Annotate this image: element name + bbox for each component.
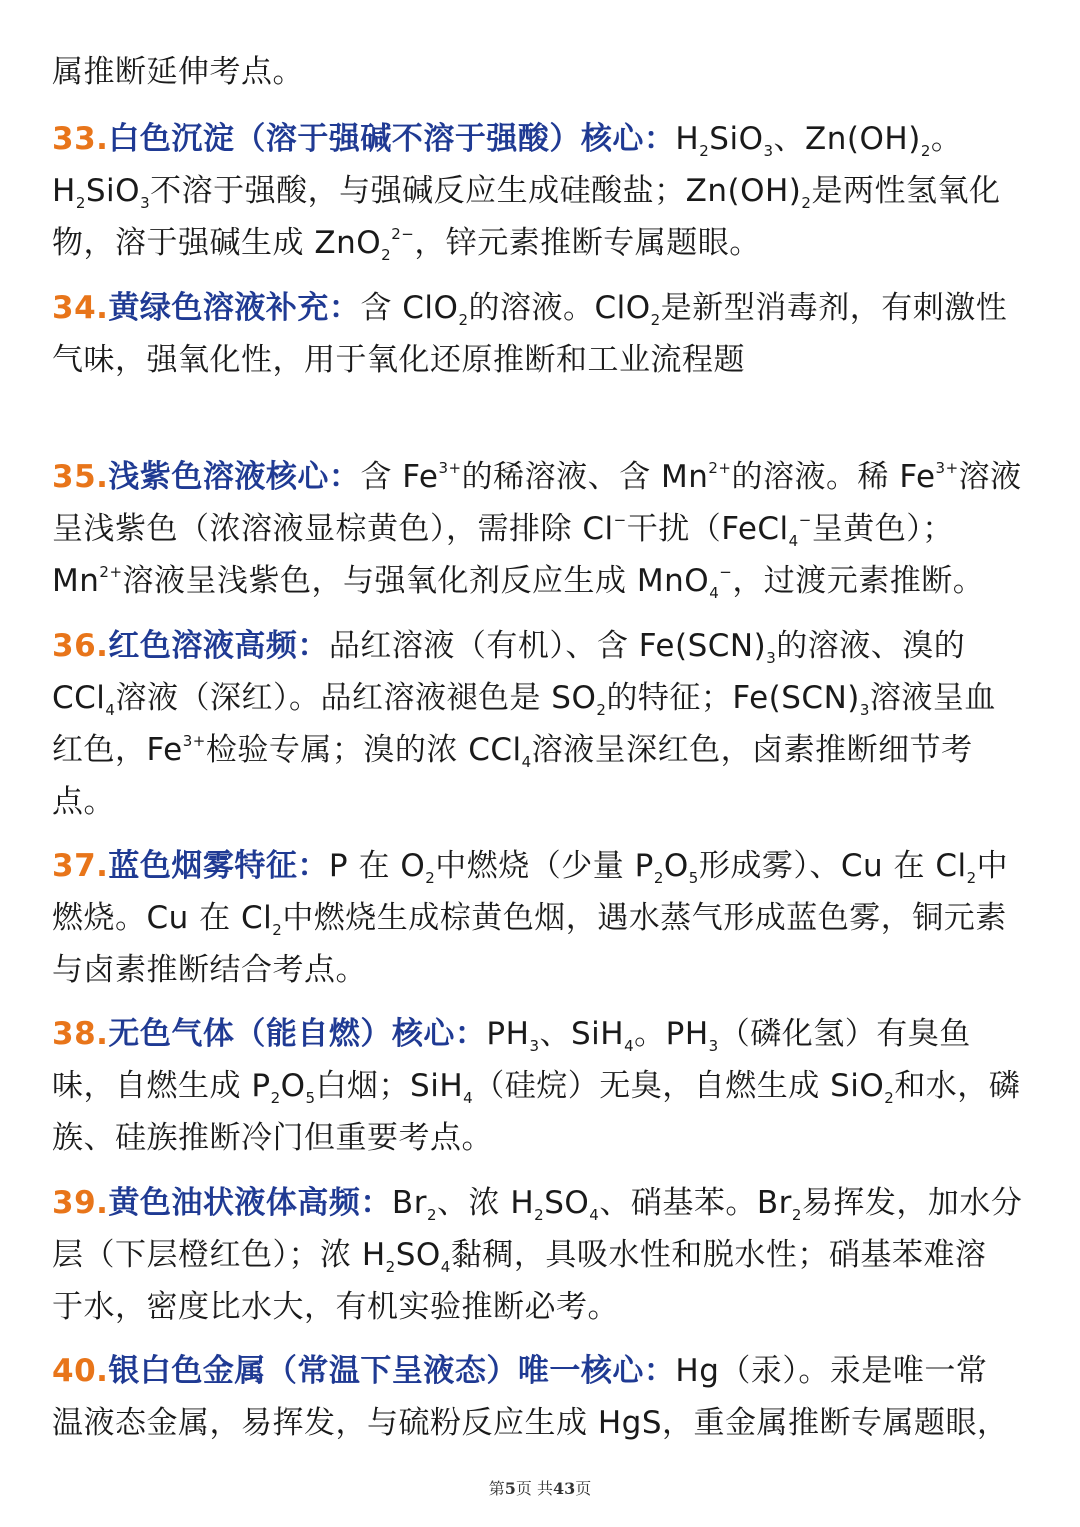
text-line — [52, 165, 1032, 217]
item-39 — [52, 1177, 1032, 1333]
text-run: 。PH — [634, 1016, 709, 1052]
text-run: PH — [486, 1016, 530, 1052]
text-run: 第 — [488, 1479, 505, 1498]
text-line — [52, 1060, 1032, 1112]
item-36 — [52, 620, 1032, 828]
text-run: SiO — [709, 121, 764, 157]
text-run: （磷化氢）有臭鱼 — [718, 1016, 971, 1052]
superscript: − — [798, 511, 812, 529]
subscript: 2 — [801, 194, 812, 212]
text-run: Hg（汞）。汞是唯一常 — [675, 1353, 988, 1389]
text-run: O — [280, 1068, 306, 1104]
text-line — [52, 1112, 1032, 1164]
text-run: 含 Fe — [360, 459, 439, 495]
subscript: 4 — [440, 1258, 451, 1276]
text-run: （硅烷）无臭，自燃生成 SiO — [473, 1068, 885, 1104]
text-run: 溶液（深红）。品红溶液褪色是 SO — [115, 680, 597, 716]
intro-paragraph — [52, 46, 1032, 98]
text-run: 和水，磷 — [894, 1068, 1021, 1104]
text-run: 燃烧。Cu 在 Cl — [52, 900, 273, 936]
text-run: 检验专属；溴的浓 CCl — [205, 732, 522, 768]
subscript: 2 — [272, 921, 283, 939]
subscript: 2 — [270, 1089, 281, 1107]
text-run: 、硝基苯。Br — [599, 1185, 792, 1221]
text-run: 溶液呈浅紫色，与强氧化剂反应生成 MnO — [122, 563, 710, 599]
item-heading: 黄绿色溶液补充： — [108, 290, 361, 326]
text-line — [52, 1281, 1032, 1333]
subscript: 2 — [884, 1089, 895, 1107]
text-run: ，过渡元素推断。 — [732, 563, 985, 599]
text-run: H — [52, 173, 76, 209]
item-number: 35. — [52, 459, 109, 495]
text-run: 气味，强氧化性，用于氧化还原推断和工业流程题 — [52, 342, 745, 378]
text-run: 的稀溶液、含 Mn — [461, 459, 709, 495]
text-run: 品红溶液（有机）、含 Fe(SCN) — [328, 628, 767, 664]
subscript: 4 — [709, 584, 720, 602]
item-heading: 白色沉淀（溶于强碱不溶于强酸）核心： — [108, 121, 676, 157]
subscript: 2 — [534, 1206, 545, 1224]
text-run: 溶液呈深红色，卤素推断细节考 — [531, 732, 973, 768]
text-run: 点。 — [52, 784, 115, 820]
subscript: 4 — [463, 1089, 474, 1107]
text-line — [52, 672, 1032, 724]
text-run: H — [675, 121, 700, 157]
text-run: 中燃烧（少量 P — [435, 848, 654, 884]
text-run: CCl — [52, 680, 106, 716]
subscript: 5 — [305, 1089, 316, 1107]
text-run: 呈浅紫色（浓溶液显棕黄色），需排除 Cl — [52, 511, 614, 547]
text-run: 页 共 — [515, 1479, 553, 1498]
subscript: 3 — [140, 194, 151, 212]
subscript: 3 — [763, 142, 774, 160]
text-run: P 在 O — [328, 848, 426, 884]
text-run: 干扰（FeCl — [626, 511, 789, 547]
item-37 — [52, 840, 1032, 996]
subscript: 4 — [521, 753, 532, 771]
text-run: ，锌元素推断专属题眼。 — [414, 225, 761, 261]
text-run: 、浓 H — [436, 1185, 535, 1221]
text-line — [52, 451, 1032, 503]
text-run: Br — [391, 1185, 427, 1221]
text-run: 不溶于强酸，与强碱反应生成硅酸盐；Zn(OH) — [150, 173, 802, 209]
superscript: 3+ — [935, 459, 959, 477]
superscript: 2+ — [99, 563, 123, 581]
text-run: 页 — [575, 1479, 592, 1498]
item-heading: 浅紫色溶液核心： — [108, 459, 361, 495]
page-total: 43 — [552, 1479, 576, 1498]
text-line — [52, 334, 1032, 386]
item-heading: 红色溶液高频： — [108, 628, 329, 664]
item-34 — [52, 282, 1032, 386]
item-40 — [52, 1345, 1032, 1449]
item-heading: 蓝色烟雾特征： — [108, 848, 329, 884]
superscript: − — [719, 563, 733, 581]
subscript: 2 — [425, 869, 436, 887]
subscript: 2 — [791, 1206, 802, 1224]
subscript: 5 — [688, 869, 699, 887]
text-run: Mn — [52, 563, 100, 599]
text-run: 白烟；SiH — [315, 1068, 464, 1104]
text-run: SO — [395, 1237, 441, 1273]
text-line — [52, 113, 1032, 165]
text-run: 、SiH — [539, 1016, 625, 1052]
text-line — [52, 503, 1032, 555]
text-run: 中燃烧生成棕黄色烟，遇水蒸气形成蓝色雾，铜元素 — [282, 900, 1007, 936]
text-line — [52, 1177, 1032, 1229]
subscript: 2 — [966, 869, 977, 887]
text-line — [52, 620, 1032, 672]
subscript: 4 — [788, 532, 799, 550]
text-line — [52, 840, 1032, 892]
text-run: SiO — [85, 173, 141, 209]
text-line — [52, 944, 1032, 996]
item-number: 33. — [52, 121, 109, 157]
item-heading: 无色气体（能自燃）核心： — [108, 1016, 487, 1052]
text-run: 中 — [976, 848, 1009, 884]
text-run: 于水，密度比水大，有机实验推断必考。 — [52, 1289, 619, 1325]
text-run: 物，溶于强碱生成 ZnO — [52, 225, 382, 261]
subscript: 2 — [426, 1206, 437, 1224]
page-footer — [0, 1476, 1080, 1499]
subscript: 4 — [105, 701, 116, 719]
item-number: 36. — [52, 628, 109, 664]
subscript: 2 — [920, 142, 931, 160]
text-run: 、Zn(OH) — [773, 121, 921, 157]
subscript: 3 — [529, 1037, 540, 1055]
text-line — [52, 1345, 1032, 1397]
subscript: 4 — [624, 1037, 635, 1055]
subscript: 3 — [708, 1037, 719, 1055]
text-line — [52, 282, 1032, 334]
text-line — [52, 776, 1032, 828]
text-run: 。 — [930, 121, 963, 157]
item-heading: 黄色油状液体高频： — [108, 1185, 392, 1221]
text-line — [52, 892, 1032, 944]
item-heading: 银白色金属（常温下呈液态）唯一核心： — [108, 1353, 676, 1389]
superscript: 2− — [391, 225, 415, 243]
text-run: 易挥发，加水分 — [801, 1185, 1023, 1221]
subscript: 2 — [653, 869, 664, 887]
text-run: 红色，Fe — [52, 732, 183, 768]
item-38 — [52, 1008, 1032, 1164]
subscript: 2 — [385, 1258, 396, 1276]
item-number: 34. — [52, 290, 109, 326]
item-number: 38. — [52, 1016, 109, 1052]
text-line — [52, 217, 1032, 269]
text-run: 形成雾）、Cu 在 Cl — [698, 848, 967, 884]
subscript: 4 — [589, 1206, 600, 1224]
text-run: 族、硅族推断冷门但重要考点。 — [52, 1120, 493, 1156]
superscript: − — [613, 511, 627, 529]
text-run: SO — [544, 1185, 590, 1221]
subscript: 2 — [699, 142, 710, 160]
text-run: 与卤素推断结合考点。 — [52, 952, 367, 988]
text-run: 溶液呈血 — [869, 680, 996, 716]
text-line — [52, 1008, 1032, 1060]
subscript: 2 — [75, 194, 86, 212]
text-run: 温液态金属，易挥发，与硫粉反应生成 HgS，重金属推断专属题眼， — [52, 1405, 1009, 1441]
item-number: 39. — [52, 1185, 109, 1221]
subscript: 2 — [381, 246, 392, 264]
subscript: 2 — [596, 701, 607, 719]
text-run: O — [663, 848, 689, 884]
subscript: 2 — [650, 311, 661, 329]
subscript: 3 — [859, 701, 870, 719]
text-run: 层（下层橙红色）；浓 H — [52, 1237, 386, 1273]
text-run: 黏稠，具吸水性和脱水性；硝基苯难溶 — [450, 1237, 987, 1273]
text-run: 的溶液、溴的 — [776, 628, 966, 664]
text-run: 的溶液。稀 Fe — [731, 459, 936, 495]
text-run: 溶液 — [958, 459, 1022, 495]
text-line — [52, 724, 1032, 776]
intro-line: 属推断延伸考点。 — [52, 54, 304, 90]
superscript: 3+ — [182, 732, 206, 750]
page-number: 5 — [504, 1479, 516, 1498]
superscript: 2+ — [708, 459, 732, 477]
text-run: 味，自燃生成 P — [52, 1068, 271, 1104]
item-number: 37. — [52, 848, 109, 884]
text-line — [52, 1229, 1032, 1281]
item-35 — [52, 451, 1032, 607]
subscript: 3 — [766, 649, 777, 667]
text-line — [52, 555, 1032, 607]
item-33 — [52, 113, 1032, 269]
subscript: 2 — [458, 311, 469, 329]
text-run: 的特征；Fe(SCN) — [606, 680, 860, 716]
superscript: 3+ — [438, 459, 462, 477]
text-run: 呈黄色）； — [811, 511, 954, 547]
text-run: 是两性氢氧化 — [811, 173, 1001, 209]
item-number: 40. — [52, 1353, 109, 1389]
text-line — [52, 1397, 1032, 1449]
text-run: 是新型消毒剂，有刺激性 — [660, 290, 1008, 326]
text-run: 的溶液。ClO — [468, 290, 651, 326]
text-run: 含 ClO — [360, 290, 459, 326]
